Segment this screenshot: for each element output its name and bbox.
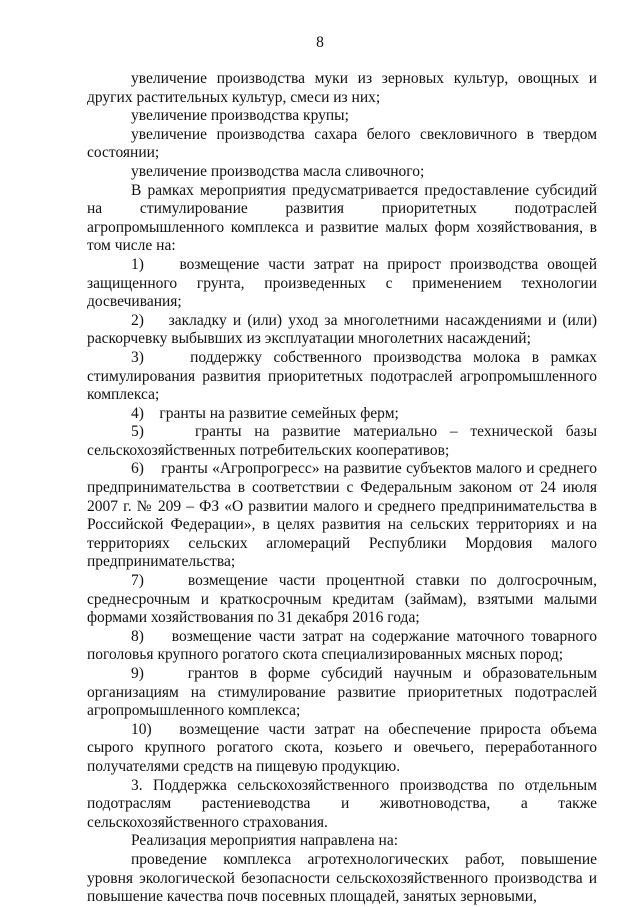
document-body: [87, 70, 597, 907]
paragraph: увеличение производства масла сливочного;: [131, 162, 425, 180]
list-item: 10) возмещение части затрат на обеспечение прироста объема сырого крупного рогатого скота, козьего и овечьего, переработанного получателями средств на пищевую продукцию.: [87, 720, 597, 775]
paragraph: 3. Поддержка сельскохозяйственного производства по отдельным подотраслям растениеводства и животноводства, а также сельскохозяйственного страхования.: [87, 776, 597, 831]
page-number: 8: [316, 34, 324, 51]
list-item: 7) возмещение части процентной ставки по долгосрочным, среднесрочным и краткосрочным кредитам (займам), взятыми малыми формами хозяйствования по 31 декабря 2016 года;: [87, 572, 597, 627]
list-item: 8) возмещение части затрат на содержание маточного товарного поголовья крупного рогатого скота специализированных мясных пород;: [87, 627, 597, 664]
paragraph: увеличение производства муки из зерновых культур, овощных и других растительных культур, смеси из них;: [87, 70, 597, 106]
list-item: 5) гранты на развитие материально – технической базы сельскохозяйственных потребительских кооперативов;: [87, 423, 597, 459]
list-item: 3) поддержку собственного производства молока в рамках стимулирования развития приоритетных подотраслей агропромышленного комплекса;: [87, 348, 597, 404]
list-item: 1) возмещение части затрат на прирост производства овощей защищенного грунта, произведенных с применением технологии досвечивания;: [87, 255, 597, 311]
paragraph: Реализация мероприятия направлена на:: [131, 832, 399, 850]
list-item: 6) гранты «Агропрогресс» на развитие субъектов малого и среднего предпринимательства в соответствии с Федеральным законом от 24 июля 2007 г. № 209 – ФЗ «О развитии малого и среднего предпринимательства в Российской Федерации», в целях развития на сельских территориях и на территориях сельских агломераций Республики Мордовия малого предпринимательства;: [87, 460, 597, 571]
paragraph: увеличение производства сахара белого свекловичного в твердом состоянии;: [87, 125, 597, 162]
paragraph: В рамках мероприятия предусматривается предоставление субсидий на стимулирование развития приоритетных подотраслей агропромышленного комплекса и развитие малых форм хозяйствования, в том числе на:: [87, 181, 597, 255]
list-item: 4) гранты на развитие семейных ферм;: [131, 404, 399, 422]
paragraph: увеличение производства крупы;: [131, 107, 349, 125]
list-item: 9) грантов в форме субсидий научным и образовательным организациям на стимулирование развитие приоритетных подотраслей агропромышленного комплекса;: [87, 665, 597, 720]
paragraph: проведение комплекса агротехнологических работ, повышение уровня экологической безопасности сельскохозяйственного производства и повышение качества почв посевных площадей, занятых зерновыми,: [87, 850, 597, 906]
list-item: 2) закладку и (или) уход за многолетними насаждениями и (или) раскорчевку выбывших из эксплуатации многолетних насаждений;: [87, 311, 597, 348]
